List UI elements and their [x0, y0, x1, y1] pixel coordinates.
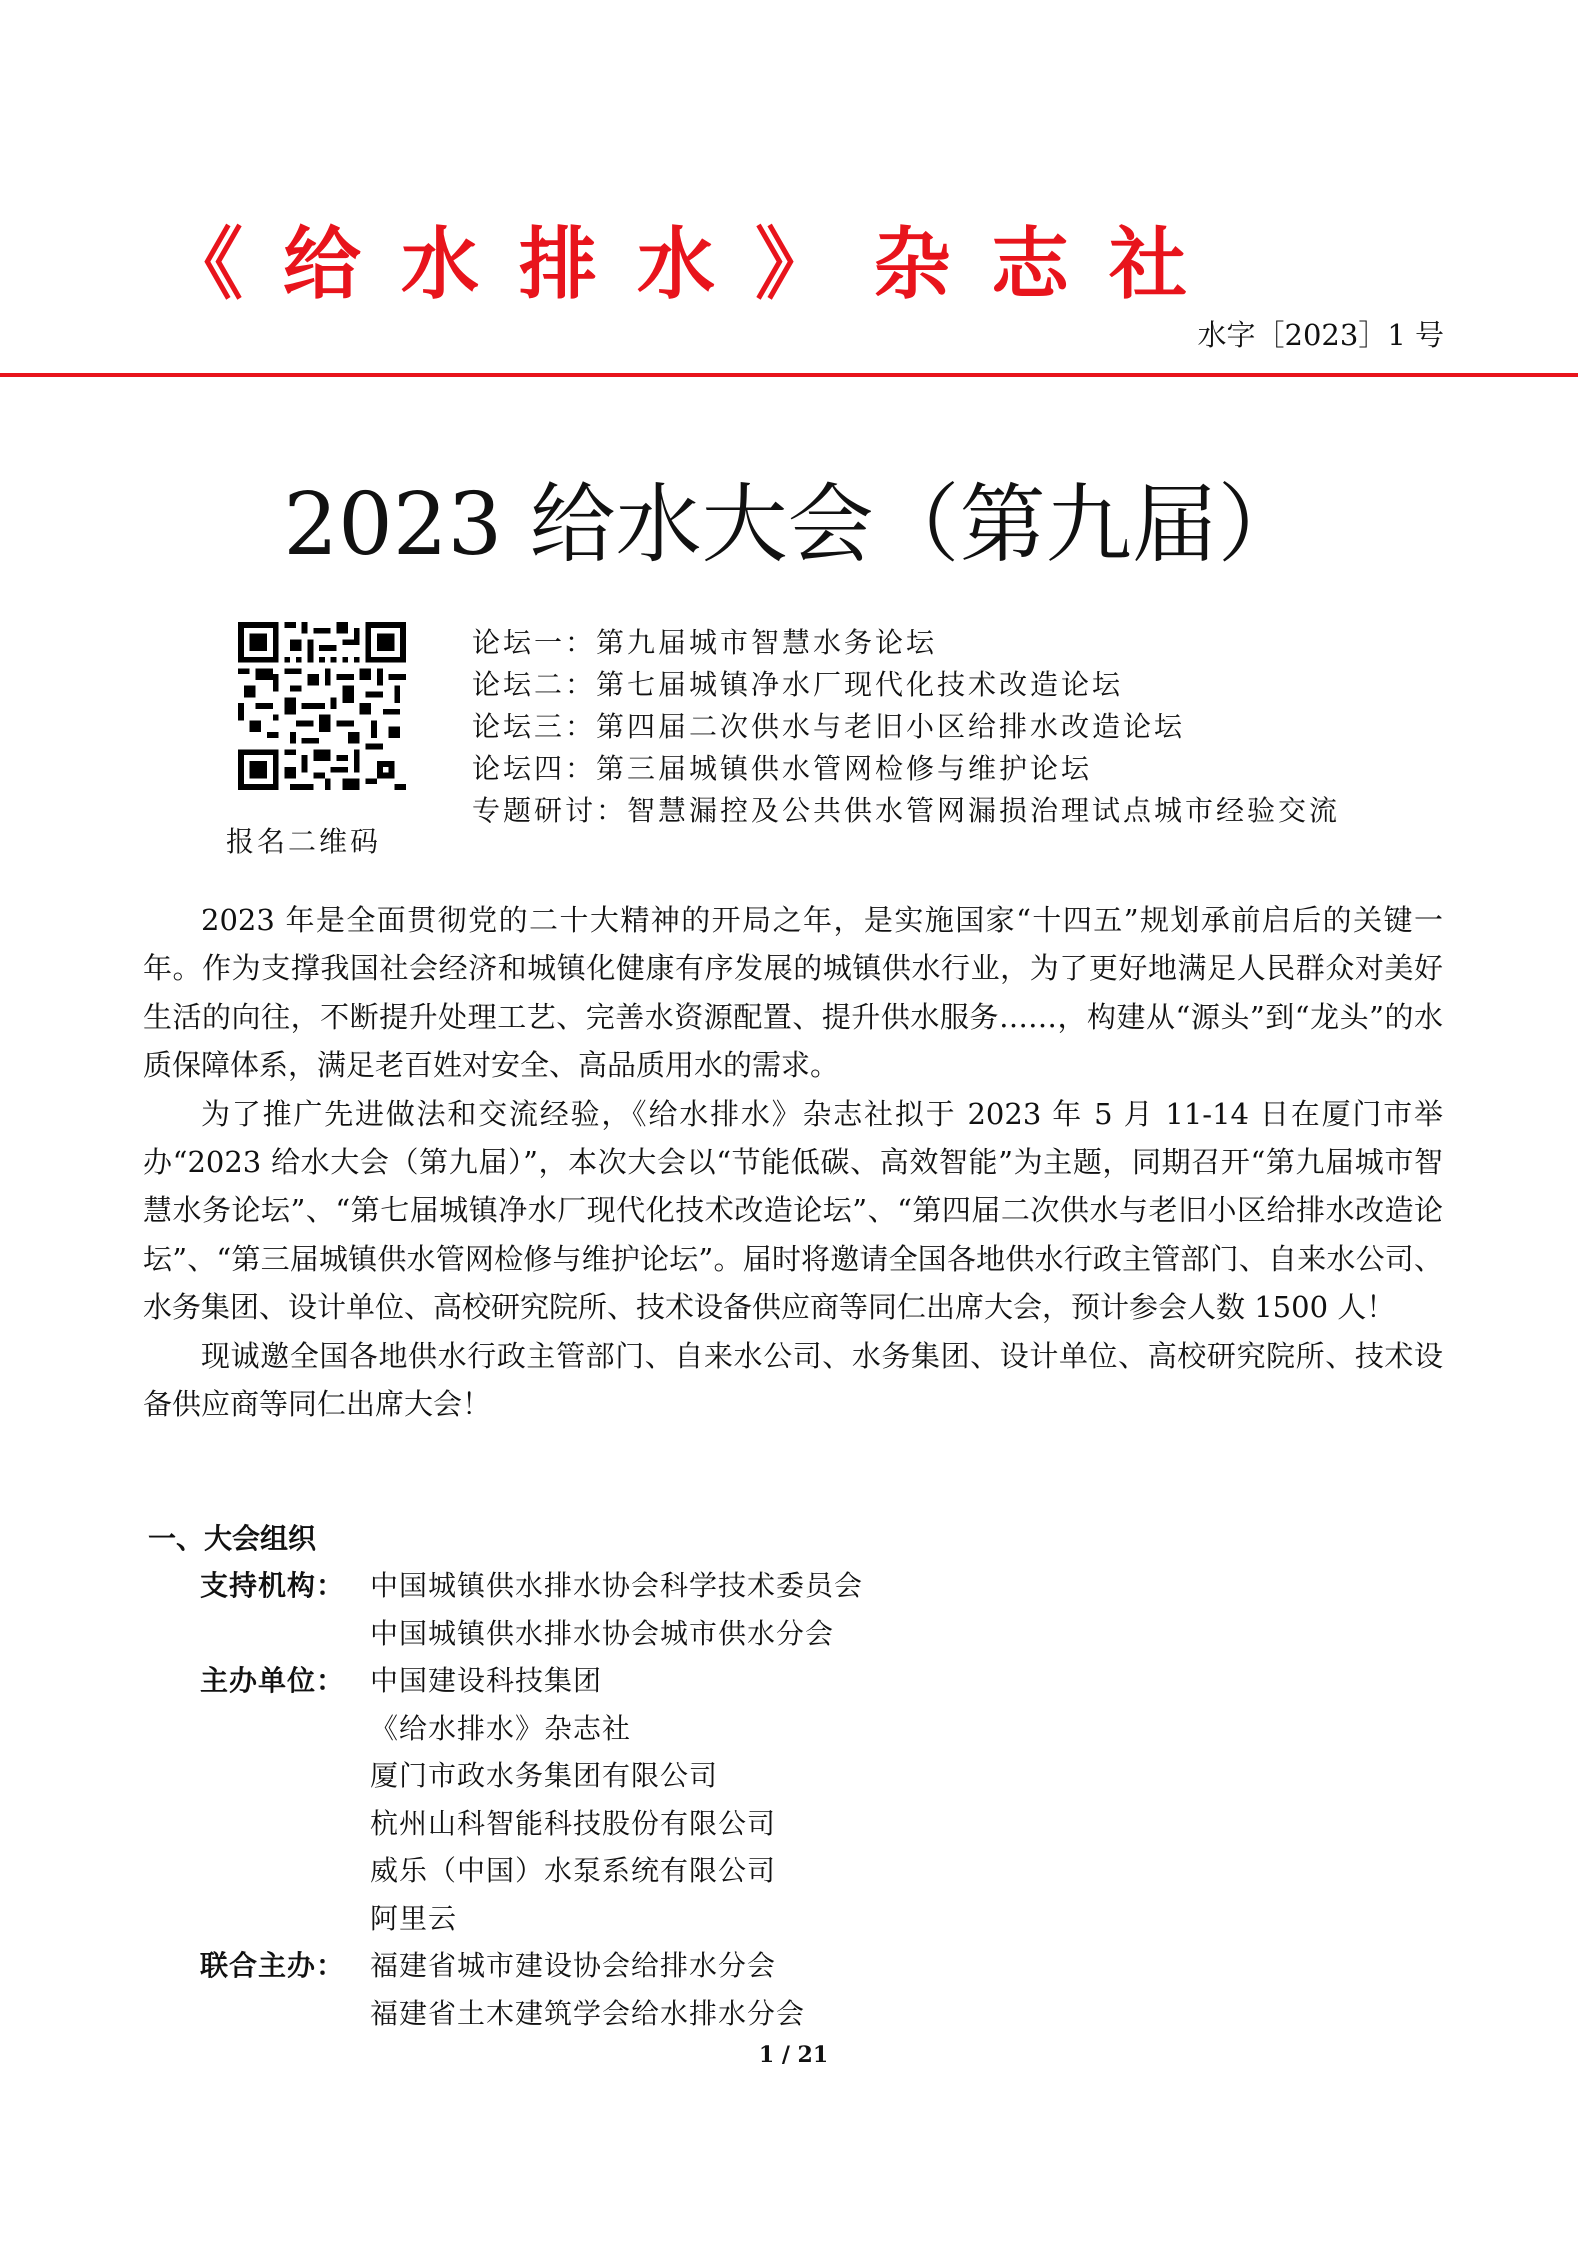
- org-item: 《给水排水》杂志社: [370, 1711, 632, 1745]
- header-divider: [0, 373, 1578, 377]
- org-item: 福建省土木建筑学会给水排水分会: [370, 1996, 806, 2030]
- paragraph: 2023 年是全面贯彻党的二十大精神的开局之年，是实施国家“十四五”规划承前启后的关键一年。作为支撑我国社会经济和城镇化健康有序发展的城镇供水行业，为了更好地满足人民群众对美好生活的向往，不断提升处理工艺、完善水资源配置、提升供水服务……，构建从“源头”到“龙头”的水质保障体系，满足老百姓对安全、高品质用水的需求。: [143, 903, 1443, 1083]
- paragraph: 现诚邀全国各地供水行政主管部门、自来水公司、水务集团、设计单位、高校研究院所、技术设备供应商等同仁出席大会！: [143, 1338, 1443, 1422]
- org-item: 杭州山科智能科技股份有限公司: [370, 1806, 777, 1840]
- org-item: 中国建设科技集团: [370, 1664, 603, 1697]
- org-group-co-host: [200, 1942, 805, 2037]
- org-item: 威乐（中国）水泵系统有限公司: [370, 1854, 777, 1887]
- org-item: 中国城镇供水排水协会科学技术委员会: [370, 1569, 864, 1602]
- org-item: 阿里云: [370, 1901, 458, 1935]
- forum-item: 论坛四：第三届城镇供水管网检修与维护论坛: [472, 752, 1093, 785]
- forum-item: 专题研讨：智慧漏控及公共供水管网漏损治理试点城市经验交流: [472, 794, 1341, 827]
- section-heading: 一、大会组织: [148, 1522, 317, 1555]
- org-label: 联合主办：: [200, 1949, 346, 1982]
- conference-title: 2023 给水大会（第九届）: [283, 475, 1304, 575]
- org-item: 中国城镇供水排水协会城市供水分会: [370, 1616, 835, 1650]
- document-number: 水字［2023］1 号: [1197, 318, 1444, 352]
- qr-caption: 报名二维码: [226, 825, 382, 858]
- masthead-title: 《给水排水》杂志社: [165, 220, 1228, 310]
- org-label: 主办单位：: [200, 1664, 346, 1697]
- body-text: [143, 896, 1443, 1428]
- paragraph: 为了推广先进做法和交流经验，《给水排水》杂志社拟于 2023 年 5 月 11-14 日在厦门市举办“2023 给水大会（第九届）”，本次大会以“节能低碳、高效智能”为主题，同期召开“第九届城市智慧水务论坛”、“第七届城镇净水厂现代化技术改造论坛”、“第四届二次供水与老旧小区给排水改造论坛”、“第三届城镇供水管网检修与维护论坛”。届时将邀请全国各地供水行政主管部门、自来水公司、水务集团、设计单位、高校研究院所、技术设备供应商等同仁出席大会，预计参会人数 1500 人！: [143, 1096, 1443, 1325]
- org-group-host: [200, 1657, 776, 1942]
- page-indicator: 1 / 21: [758, 2042, 829, 2068]
- org-group-support: [200, 1562, 863, 1657]
- org-item: 厦门市政水务集团有限公司: [370, 1759, 719, 1792]
- forum-item: 论坛三：第四届二次供水与老旧小区给排水改造论坛: [472, 710, 1186, 743]
- org-label: 支持机构：: [200, 1569, 346, 1602]
- forum-list: [472, 622, 1340, 832]
- registration-qr-code[interactable]: [238, 622, 406, 790]
- forum-item: 论坛一：第九届城市智慧水务论坛: [472, 626, 938, 659]
- forum-item: 论坛二：第七届城镇净水厂现代化技术改造论坛: [472, 668, 1124, 701]
- org-item: 福建省城市建设协会给排水分会: [370, 1949, 777, 1982]
